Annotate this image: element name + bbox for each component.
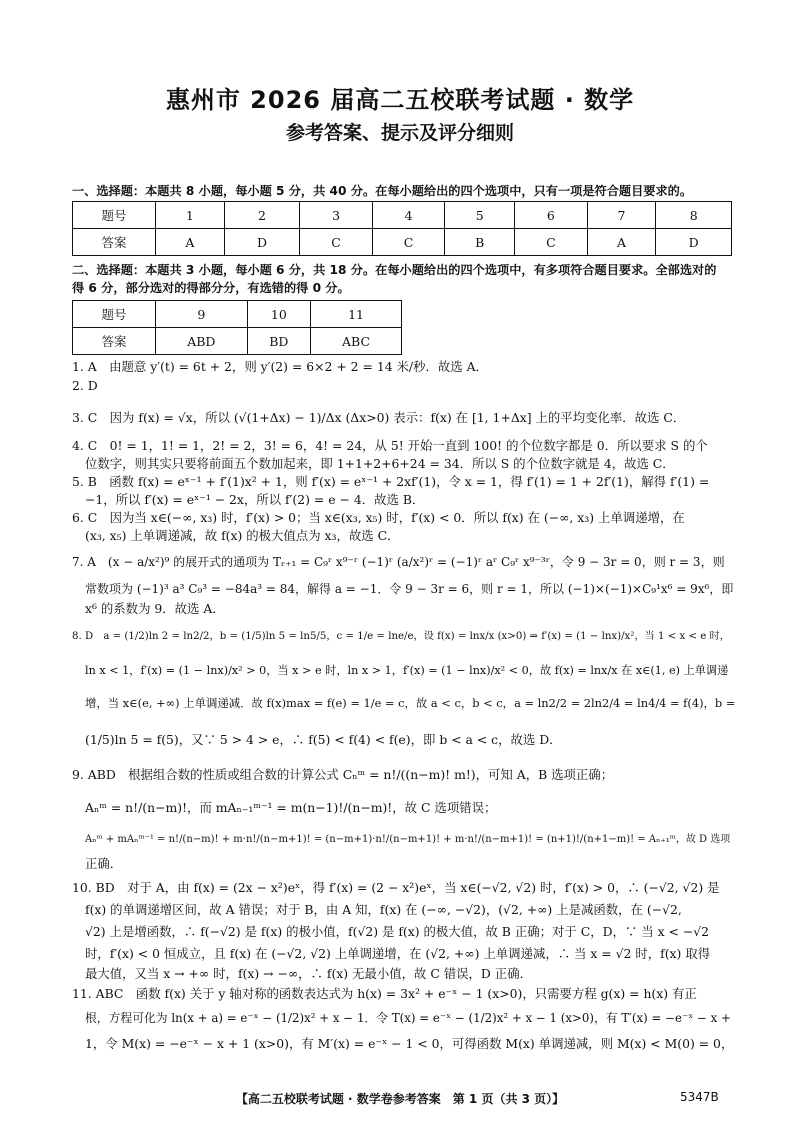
answer-9-line2: Aₙᵐ = n!/(n−m)!，而 mAₙ₋₁ᵐ⁻¹ = m(n−1)!/(n−m)!，故 C 选项错误；	[85, 800, 497, 815]
table-cell: BD	[247, 328, 310, 355]
table-row	[73, 229, 732, 256]
table-cell: 2	[224, 202, 300, 229]
section-two-heading-line2: 得 6 分，部分选对的得部分分，有选错的得 0 分。	[72, 281, 350, 295]
table-cell: 9	[156, 301, 248, 328]
table-cell: 题号	[73, 202, 156, 229]
table-row	[73, 301, 402, 328]
table-cell: 10	[247, 301, 310, 328]
answer-2: 2. D	[72, 378, 98, 393]
answer-9-line3: Aₙᵐ + mAₙᵐ⁻¹ = n!/(n−m)! + m·n!/(n−m+1)! = (n−m+1)·n!/(n−m+1)! + m·n!/(n−m+1)! = (n+1)!/(n+1−m)! = Aₙ₊₁ᵐ，故 D 选项	[85, 834, 731, 845]
answer-9-line4: 正确．	[85, 856, 123, 871]
answer-5-line2: −1，所以 f′(x) = eˣ⁻¹ − 2x，所以 f′(2) = e − 4．故选 B．	[85, 492, 425, 507]
table-cell: C	[372, 229, 444, 256]
table-cell: ABD	[156, 328, 248, 355]
answer-8-line4: (1/5)ln 5 = f(5)，又∵ 5 > 4 > e，∴ f(5) < f(4) < f(e)，即 b < a < c，故选 D．	[85, 732, 562, 747]
table-cell: 7	[587, 202, 656, 229]
table-cell: 答案	[73, 229, 156, 256]
answer-10-line5: 最大值，又当 x → +∞ 时，f(x) → −∞，∴ f(x) 无最小值，故 C 错误，D 正确．	[85, 966, 532, 981]
answer-11-line3: 1，令 M(x) = −e⁻ˣ − x + 1 (x>0)，有 M′(x) = e⁻ˣ − 1 < 0，可得函数 M(x) 单调递减，则 M(x) < M(0) = 0，	[85, 1036, 734, 1051]
table-cell: 6	[515, 202, 587, 229]
table-row	[73, 328, 402, 355]
answer-table-two	[72, 300, 402, 355]
answer-8-line2: ln x < 1，f′(x) = (1 − lnx)/x² > 0，当 x > e 时，ln x > 1，f′(x) = (1 − lnx)/x² < 0，故 f(x) = lnx/x 在 x∈(1, e) 上单调递	[85, 664, 729, 677]
answer-10-line1: 10. BD 对于 A，由 f(x) = (2x − x²)eˣ，得 f′(x) = (2 − x²)eˣ，当 x∈(−√2, √2) 时，f′(x) > 0，∴ (−√2, √2) 是	[72, 880, 720, 895]
answer-10-line4: 时，f′(x) < 0 恒成立，且 f(x) 在 (−√2, √2) 上单调递增，在 (√2, +∞) 上单调递减，∴ 当 x = √2 时，f(x) 取得	[85, 946, 711, 961]
table-cell: 3	[300, 202, 372, 229]
table-row	[73, 202, 732, 229]
answer-10-line2: f(x) 的单调递增区间，故 A 错误；对于 B，由 A 知，f(x) 在 (−∞, −√2)，(√2, +∞) 上是减函数，在 (−√2,	[85, 902, 682, 917]
table-cell: ABC	[311, 328, 402, 355]
table-cell: D	[656, 229, 732, 256]
section-two-heading-line1: 二、选择题：本题共 3 小题，每小题 6 分，共 18 分。在每小题给出的四个选项中，有多项符合题目要求。全部选对的	[72, 263, 717, 277]
answer-11-line2: 根，方程可化为 ln(x + a) = e⁻ˣ − (1/2)x² + x − 1．令 T(x) = e⁻ˣ − (1/2)x² + x − 1 (x>0)，有 T′(x) = −e⁻ˣ − x +	[85, 1011, 731, 1025]
table-cell: 5	[445, 202, 515, 229]
table-cell: B	[445, 229, 515, 256]
table-cell: 答案	[73, 328, 156, 355]
table-cell: 8	[656, 202, 732, 229]
answer-4-line1: 4. C 0! = 1，1! = 1，2! = 2，3! = 6，4! = 24，从 5! 开始一直到 100! 的个位数字都是 0．所以要求 S 的个	[72, 438, 708, 453]
answer-4-line2: 位数字，则其实只要将前面五个数加起来，即 1+1+2+6+24 = 34．所以 S 的个位数字就是 4，故选 C．	[85, 456, 675, 471]
answer-table-one	[72, 201, 732, 256]
answer-1: 1. A 由题意 y′(t) = 6t + 2，则 y′(2) = 6×2 + 2 = 14 米/秒．故选 A．	[72, 359, 488, 374]
table-cell: A	[587, 229, 656, 256]
table-cell: D	[224, 229, 300, 256]
answer-8-line3: 增，当 x∈(e, +∞) 上单调递减．故 f(x)max = f(e) = 1/e = c，故 a < c，b < c，a = ln2/2 = 2ln2/4 = ln4/4 = f(4)，b =	[85, 696, 736, 710]
answer-7-line3: x⁶ 的系数为 9．故选 A．	[85, 601, 225, 616]
footer-code: 5347B	[680, 1090, 719, 1104]
answer-7-line1: 7. A (x − a/x²)⁹ 的展开式的通项为 Tᵣ₊₁ = C₉ʳ x⁹⁻ʳ (−1)ʳ (a/x²)ʳ = (−1)ʳ aʳ C₉ʳ x⁹⁻³ʳ，令 9 − 3r = 0，则 r = 3，则	[72, 555, 725, 569]
section-one-heading: 一、选择题：本题共 8 小题，每小题 5 分，共 40 分。在每小题给出的四个选项中，只有一项是符合题目要求的。	[72, 184, 693, 198]
table-cell: 题号	[73, 301, 156, 328]
answer-6-line2: (x₃, x₅) 上单调递减，故 f(x) 的极大值点为 x₃，故选 C．	[85, 528, 400, 543]
answer-9-line1: 9. ABD 根据组合数的性质或组合数的计算公式 Cₙᵐ = n!/((n−m)! m!)，可知 A，B 选项正确；	[72, 767, 614, 782]
table-cell: C	[515, 229, 587, 256]
table-cell: 11	[311, 301, 402, 328]
answer-8-line1: 8. D a = (1/2)ln 2 = ln2/2，b = (1/5)ln 5 = ln5/5，c = 1/e = lne/e，设 f(x) = lnx/x (x>0) ⇒ f′(x) = (1 − lnx)/x²，当 1 < x < e 时，	[72, 631, 730, 642]
answer-5-line1: 5. B 函数 f(x) = eˣ⁻¹ + f′(1)x² + 1，则 f′(x) = eˣ⁻¹ + 2xf′(1)，令 x = 1，得 f′(1) = 1 + 2f′(1)，解得 f′(1) =	[72, 474, 710, 489]
table-cell: A	[156, 229, 225, 256]
answer-6-line1: 6. C 因为当 x∈(−∞, x₃) 时，f′(x) > 0；当 x∈(x₃, x₅) 时，f′(x) < 0．所以 f(x) 在 (−∞, x₃) 上单调递增，在	[72, 510, 685, 525]
answer-7-line2: 常数项为 (−1)³ a³ C₉³ = −84a³ = 84，解得 a = −1．令 9 − 3r = 6，则 r = 1，所以 (−1)×(−1)×C₉¹x⁶ = 9x⁶，即	[85, 582, 734, 596]
answer-11-line1: 11. ABC 函数 f(x) 关于 y 轴对称的函数表达式为 h(x) = 3x² + e⁻ˣ − 1 (x>0)，只需要方程 g(x) = h(x) 有正	[72, 986, 697, 1001]
table-cell: C	[300, 229, 372, 256]
answer-3: 3. C 因为 f(x) = √x，所以 (√(1+Δx) − 1)/Δx (Δx>0) 表示：f(x) 在 [1, 1+Δx] 上的平均变化率．故选 C．	[72, 410, 686, 425]
table-cell: 1	[156, 202, 225, 229]
document-subtitle: 参考答案、提示及评分细则	[285, 122, 514, 144]
document-title: 惠州市 2026 届高二五校联考试题 · 数学	[165, 86, 635, 114]
table-cell: 4	[372, 202, 444, 229]
footer-page-info: 【高二五校联考试题 · 数学卷参考答案 第 1 页（共 3 页）】	[235, 1092, 565, 1106]
answer-10-line3: √2) 上是增函数，∴ f(−√2) 是 f(x) 的极小值，f(√2) 是 f(x) 的极大值，故 B 正确；对于 C，D，∵ 当 x < −√2	[85, 924, 710, 939]
